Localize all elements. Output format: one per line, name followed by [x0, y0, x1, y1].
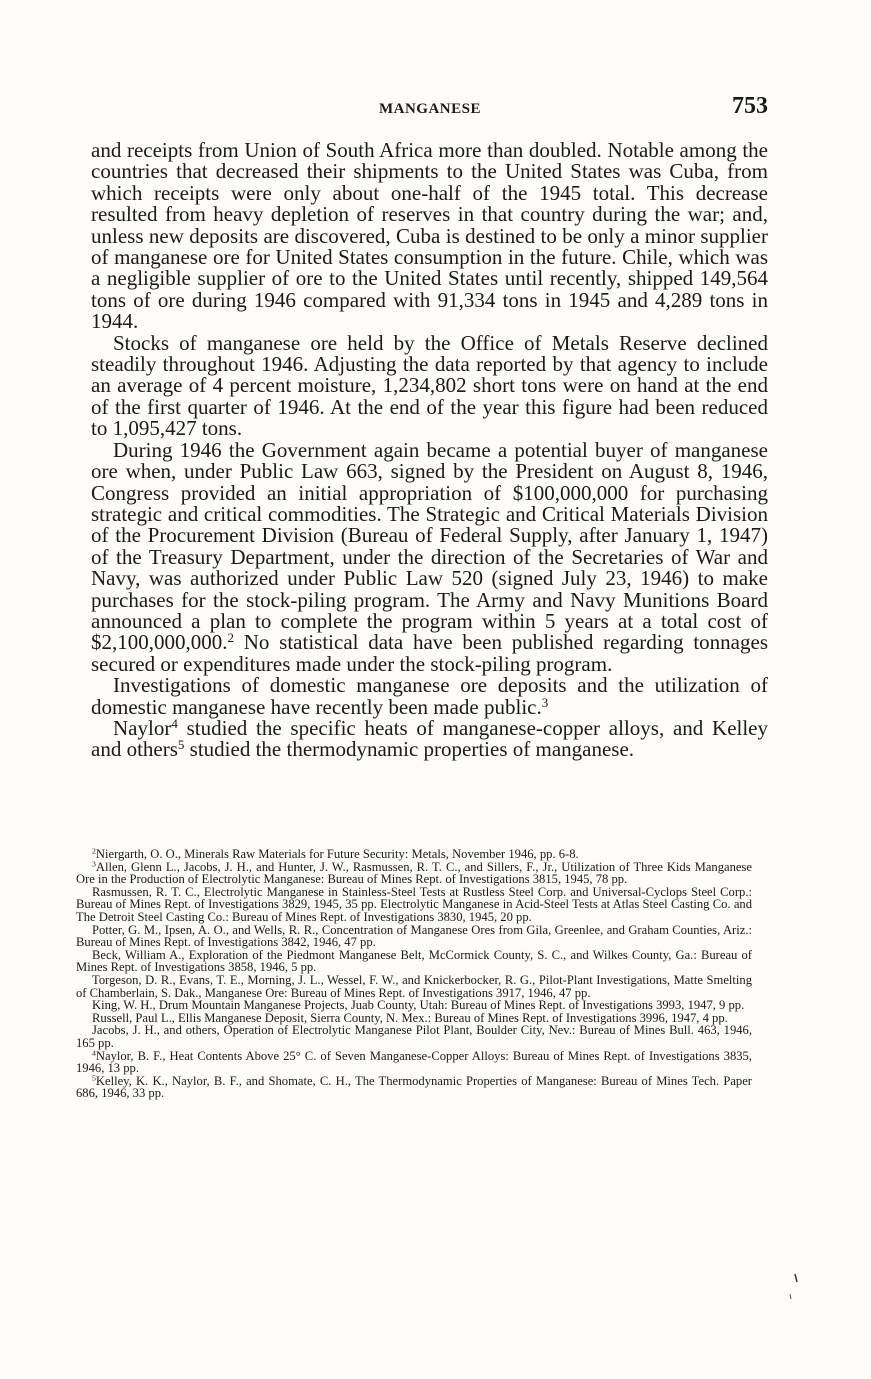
paragraph-text: No statistical data have been published regarding tonnages secured or expenditures made under the stock-piling program. [91, 630, 768, 676]
paragraph-text: During 1946 the Government again became a potential buyer of manganese ore when, under Public Law 663, signed by the President on August 8, 1946, Congress provided an initial appropriation of $100,000,000 for purchasing strategic and critical commodities. The Strategic and Critical Materials Division of the Procurement Division (Bureau of Federal Supply, after January 1, 1947) of the Treasury Department, under the direction of the Secretaries of War and Navy, was authorized under Public Law 520 (signed July 23, 1946) to make purchases for the stock-piling program. The Army and Navy Munitions Board announced a plan to complete the program within 5 years at a total cost of $2,100,000,000. [91, 437, 768, 655]
paragraph [91, 715, 769, 762]
footnote-text: Russell, Paul L., Ellis Manganese Deposit, Sierra County, N. Mex.: Bureau of Mines Rept. of Investigations 3996, 1947, 4 pp. [92, 1010, 728, 1025]
footnote-mark: 5 [92, 1073, 96, 1083]
scan-speck [790, 1294, 791, 1299]
footnote-ref: 3 [541, 694, 549, 710]
footnote-mark: 2 [92, 846, 96, 856]
footnotes [76, 848, 752, 1100]
page-number: 753 [732, 93, 768, 119]
footnote-ref: 4 [171, 715, 178, 731]
footnote-text: Jacobs, J. H., and others, Operation of Electrolytic Manganese Pilot Plant, Boulder City, Nev.: Bureau of Mines Bull. 463, 1946, 165 pp. [76, 1023, 752, 1050]
scan-speck [795, 1274, 797, 1282]
footnote-text: Rasmussen, R. T. C., Electrolytic Manganese in Stainless-Steel Tests at Rustless Steel Corp. and Universal-Cyclops Steel Corp.: Bureau of Mines Rept. of Investigations 3829, 1945, 35 pp. Electrolytic Manganese in Acid-Steel Tests at Atlas Steel Casting Co. and The Detroit Steel Casting Co.: Bureau of Mines Rept. of Investigations 3830, 1945, 20 pp. [76, 884, 752, 924]
paragraph-text: and receipts from Union of South Africa more than doubled. Notable among the countries that decreased their shipments to the United States was Cuba, from which receipts were only about one-half of the 1945 total. This decrease resulted from heavy depletion of reserves in that country during the war; and, unless new deposits are discovered, Cuba is destined to be only a minor supplier of manganese ore for United States consumption in the future. Chile, which was a negligible supplier of ore to the United States until recently, shipped 149,564 tons of ore during 1946 compared with 91,334 tons in 1945 and 4,289 tons in 1944. [91, 138, 768, 334]
footnote-text: Potter, G. M., Ipsen, A. O., and Wells, R. R., Concentration of Manganese Ores from Gila, Greenlee, and Graham Counties, Ariz.: Bureau of Mines Rept. of Investigations 3842, 1946, 47 pp. [76, 922, 752, 950]
paragraph-text: studied the thermodynamic properties of manganese. [189, 737, 635, 762]
footnote [76, 924, 752, 949]
footnote [76, 861, 752, 886]
footnote-text: Niergarth, O. O., Minerals Raw Materials for Future Security: Metals, November 1946, pp. 6-8. [95, 847, 579, 861]
footnote [76, 1050, 752, 1075]
paragraph-text: studied the specific heats of manganese-copper alloys, and Kelley and others [91, 715, 769, 762]
footnote-text: Allen, Glenn L., Jacobs, J. H., and Hunter, J. W., Rasmussen, R. T. C., and Sillers, F., Jr., Utilization of Three Kids Manganese Ore in the Production of Electrolytic Manganese: Bureau of Mines Rept. of Investigations 3815, 1945, 78 pp. [76, 859, 752, 887]
paragraph-text: Stocks of manganese ore held by the Office of Metals Reserve declined steadily throughout 1946. Adjusting the data reported by that agency to include an average of 4 percent moisture, 1,234,802 short tons were on hand at the end of the first quarter of 1946. At the end of the year this figure had been reduced to 1,095,427 tons. [91, 330, 768, 441]
footnote [76, 1024, 752, 1049]
paragraph-text: Investigations of domestic manganese ore deposits and the utilization of domestic manganese have recently been made public. [91, 673, 768, 719]
footnote-text: Beck, William A., Exploration of the Piedmont Manganese Belt, McCormick County, S. C., and Wilkes County, Ga.: Bureau of Mines Rept. of Investigations 3858, 1946, 5 pp. [76, 947, 752, 975]
running-title: MANGANESE [378, 101, 481, 117]
footnote-mark: 4 [92, 1048, 96, 1058]
footnote-text: Naylor, B. F., Heat Contents Above 25° C. of Seven Manganese-Copper Alloys: Bureau of Mines Rept. of Investigations 3835, 1946, 13 pp. [76, 1048, 752, 1076]
footnote-ref: 5 [177, 737, 185, 753]
body-text [91, 140, 768, 761]
footnote-mark: 3 [92, 859, 96, 869]
paragraph [91, 330, 768, 441]
footnote [76, 886, 752, 924]
footnote [76, 974, 752, 999]
footnote [76, 1075, 752, 1100]
footnote-ref: 2 [227, 630, 235, 646]
paragraph-text: Naylor [113, 715, 172, 740]
footnote-text: Kelley, K. K., Naylor, B. F., and Shomate, C. H., The Thermodynamic Properties of Manganese: Bureau of Mines Tech. Paper 686, 1946, 33 pp. [76, 1073, 752, 1101]
paragraph [91, 140, 768, 333]
footnote-text: King, W. H., Drum Mountain Manganese Projects, Juab County, Utah: Bureau of Mines Rept. of Investigations 3993, 1947, 9 pp. [92, 998, 745, 1013]
paragraph [91, 675, 768, 718]
footnote-text: Torgeson, D. R., Evans, T. E., Morning, J. L., Wessel, F. W., and Knickerbocker, R. G., Pilot-Plant Investigations, Matte Smelting of Chamberlain, S. Dak., Manganese Ore: Bureau of Mines Rept. of Investigations 3917, 1946, 47 pp. [76, 972, 752, 1000]
running-head [90, 93, 770, 129]
footnote [76, 949, 752, 974]
paragraph [91, 437, 768, 676]
